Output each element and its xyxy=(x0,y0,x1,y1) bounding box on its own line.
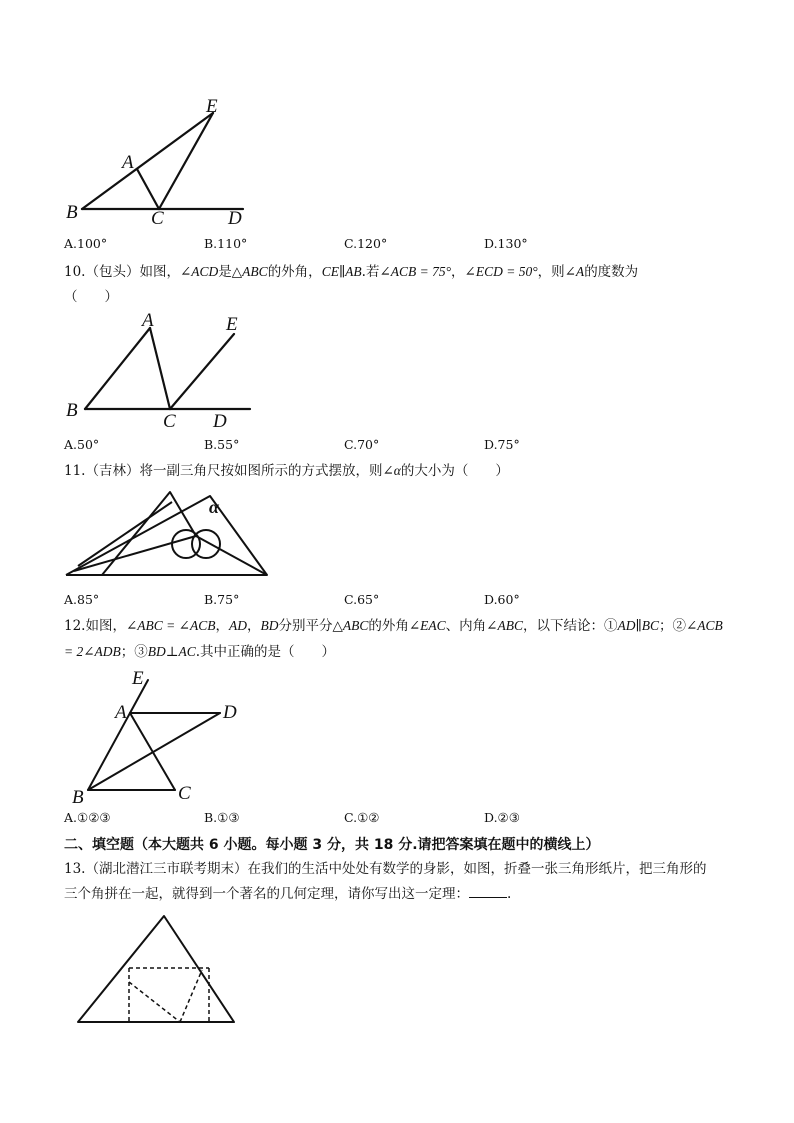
q10-text: 10.（包头）如图， xyxy=(64,264,180,280)
option-a[interactable]: A.①②③ xyxy=(64,810,111,825)
figure-q9 xyxy=(60,96,260,231)
option-c[interactable]: C.①② xyxy=(344,810,380,825)
q10-options xyxy=(64,437,764,455)
point-label-b: B xyxy=(66,202,78,223)
q10-math: ∠A xyxy=(564,264,585,279)
option-d[interactable]: D.130° xyxy=(484,236,528,251)
q12-options xyxy=(64,810,764,828)
point-label-d: D xyxy=(213,411,227,432)
q12-text: 12.如图， xyxy=(64,618,126,634)
option-b[interactable]: B.110° xyxy=(204,236,248,251)
q11-math: ∠α xyxy=(382,463,401,478)
q10-math: CE∥AB xyxy=(321,264,362,279)
q10-math: ∠ACB = 75° xyxy=(379,264,452,279)
q11-text: 11.（吉林）将一副三角尺按如图所示的方式摆放，则 xyxy=(64,463,383,479)
q12-text: ， xyxy=(246,618,261,634)
figure-q13 xyxy=(72,912,242,1030)
point-label-a: A xyxy=(142,310,154,331)
q10-text: 的外角， xyxy=(267,264,322,280)
point-label-e: E xyxy=(206,96,218,117)
point-label-a: A xyxy=(115,702,127,723)
question-13 xyxy=(64,857,734,907)
q12-math: △ABC xyxy=(332,618,369,633)
point-label-e: E xyxy=(226,314,238,335)
option-a[interactable]: A.85° xyxy=(64,592,100,607)
q10-math: ∠ECD = 50° xyxy=(464,264,538,279)
alpha-label: α xyxy=(209,497,219,517)
q11-options xyxy=(64,592,764,610)
q11-text: 的大小为（ ） xyxy=(400,463,509,479)
point-label-d: D xyxy=(223,702,237,723)
point-label-b: B xyxy=(72,787,84,808)
q9-options xyxy=(64,236,764,254)
q10-text: 的度数为 xyxy=(584,264,639,280)
q12-text: 的外角 xyxy=(368,618,409,634)
option-d[interactable]: D.②③ xyxy=(484,810,520,825)
question-10 xyxy=(64,259,734,310)
q10-math: ∠ACD xyxy=(179,264,219,279)
q12-math: AD xyxy=(228,618,247,633)
q12-text: ， xyxy=(215,618,229,634)
section-heading: 二、填空题（本大题共 6 小题。每小题 3 分，共 18 分.请把答案填在题中的横线上） xyxy=(64,837,600,853)
q10-text: .若 xyxy=(361,264,380,280)
q13-end: . xyxy=(507,886,512,902)
point-label-c: C xyxy=(151,208,164,229)
q12-math: BD⊥AC xyxy=(147,644,196,659)
option-b[interactable]: B.75° xyxy=(204,592,240,607)
point-label-b: B xyxy=(66,400,78,421)
q12-text: ；③ xyxy=(120,644,148,660)
option-c[interactable]: C.120° xyxy=(344,236,388,251)
q12-text: ，以下结论：① xyxy=(522,618,618,634)
q12-text: 分别平分 xyxy=(278,618,333,634)
q13-line-1: 13.（湖北潜江三市联考期末）在我们的生活中处处有数学的身影，如图，折叠一张三角形纸片，把三角形的 xyxy=(64,861,707,877)
answer-blank[interactable] xyxy=(469,883,507,898)
option-a[interactable]: A.50° xyxy=(64,437,100,452)
point-label-c: C xyxy=(163,411,176,432)
figure-q12 xyxy=(60,666,250,806)
point-label-e: E xyxy=(132,668,144,689)
answer-paren: （ ） xyxy=(64,289,118,305)
point-label-d: D xyxy=(228,208,242,229)
point-label-a: A xyxy=(122,152,134,173)
q12-math: BD xyxy=(260,618,279,633)
option-b[interactable]: B.①③ xyxy=(204,810,240,825)
q10-text: ， xyxy=(451,264,465,280)
point-label-c: C xyxy=(178,783,191,804)
q12-math: ∠ACB = 2∠ADB xyxy=(64,618,727,659)
option-a[interactable]: A.100° xyxy=(64,236,108,251)
q12-text: ；② xyxy=(658,618,686,634)
q10-text: ，则 xyxy=(537,264,565,280)
option-d[interactable]: D.75° xyxy=(484,437,520,452)
question-11 xyxy=(64,458,734,484)
figure-q11 xyxy=(60,488,275,583)
q12-math: AD∥BC xyxy=(617,618,659,633)
figure-q10 xyxy=(60,306,260,434)
option-b[interactable]: B.55° xyxy=(204,437,240,452)
q12-math: ∠ABC = ∠ACB xyxy=(125,618,216,633)
option-c[interactable]: C.70° xyxy=(344,437,380,452)
q12-math: ∠EAC xyxy=(408,618,446,633)
q12-text: 、内角 xyxy=(445,618,487,634)
option-c[interactable]: C.65° xyxy=(344,592,380,607)
question-12 xyxy=(64,613,734,665)
q13-line-2: 三个角拼在一起，就得到一个著名的几何定理，请你写出这一定理： xyxy=(64,886,469,902)
q10-text: 是 xyxy=(218,264,232,280)
q12-math: ∠ABC xyxy=(486,618,523,633)
q12-text: .其中正确的是（ ） xyxy=(195,644,336,660)
option-d[interactable]: D.60° xyxy=(484,592,520,607)
q10-math: △ABC xyxy=(231,264,268,279)
